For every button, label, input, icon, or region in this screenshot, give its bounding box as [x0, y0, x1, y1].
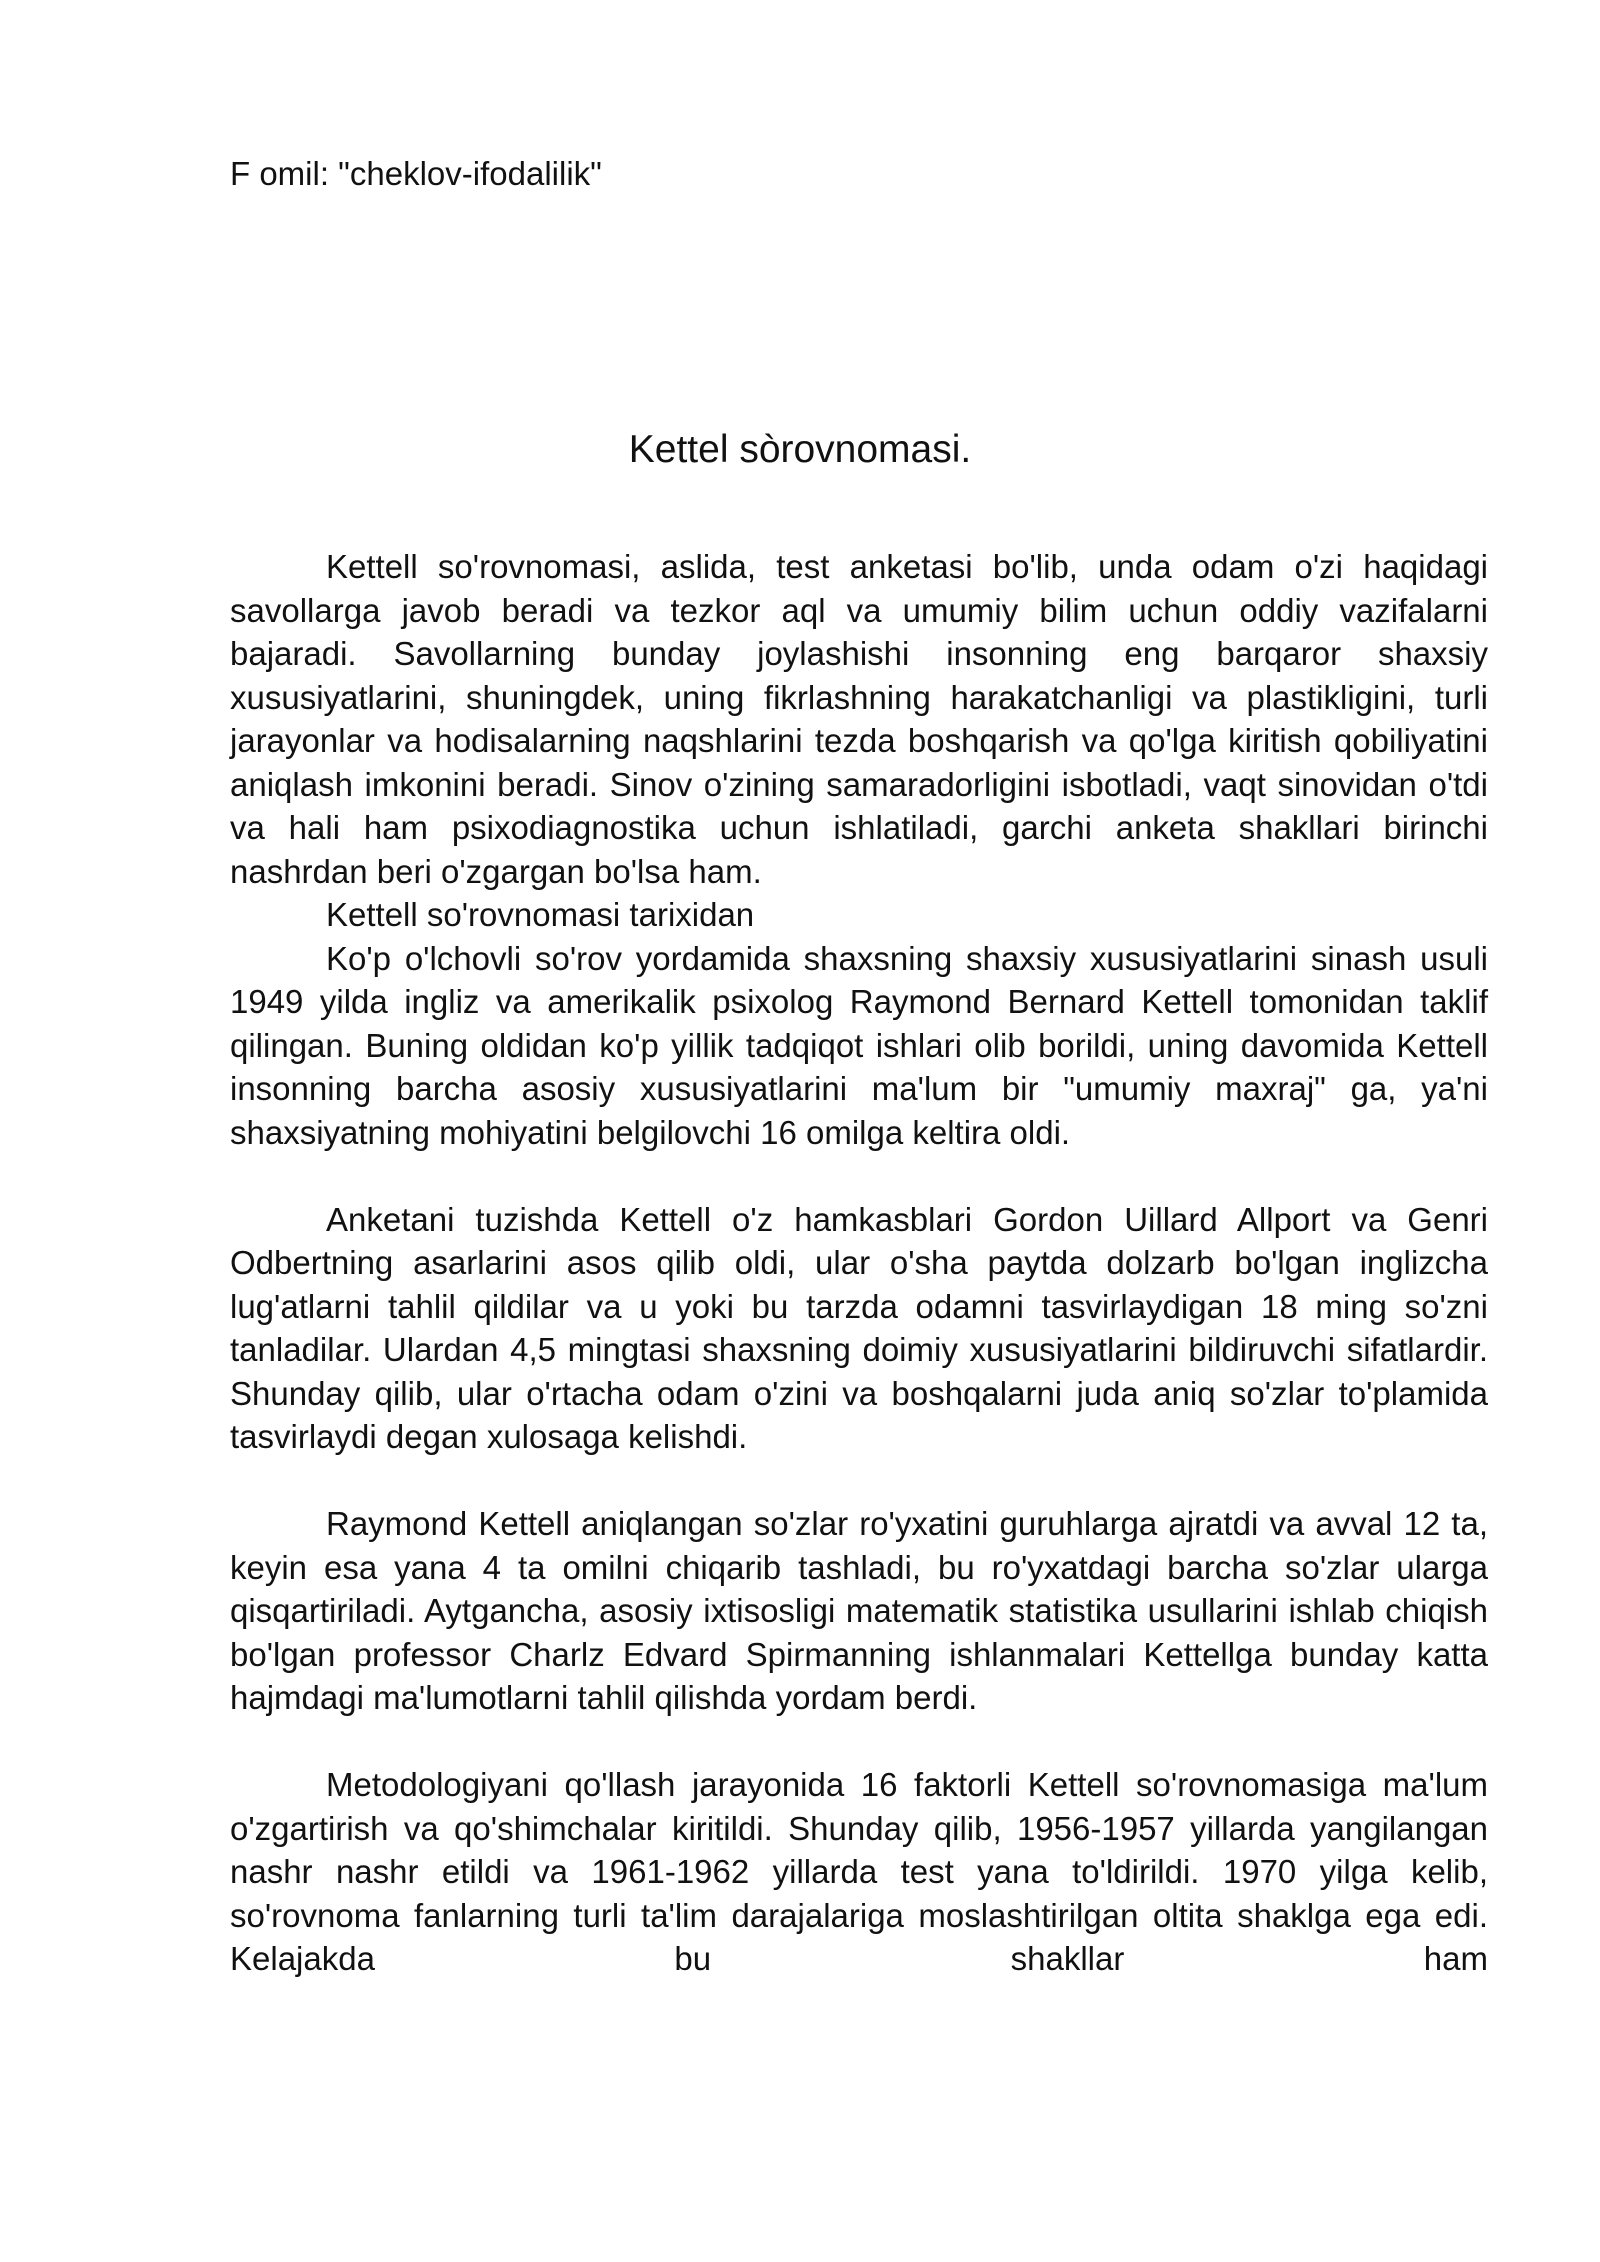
paragraph-gap	[230, 1720, 1488, 1764]
document-title: Kettel sòrovnomasi.	[628, 428, 972, 471]
paragraph-gap	[230, 1154, 1488, 1198]
paragraph-factors: Raymond Kettell aniqlangan so'zlar ro'yxatini guruhlarga ajratdi va avval 12 ta, keyin esa yana 4 ta omilni chiqarib tashladi, bu ro'yxatdagi barcha so'zlar ularga qisqartiriladi. Aytgancha, asosiy ixtisosligi matematik statistika usullarini ishlab chiqish bo'lgan professor Charlz Edvard Spirmanning ishlanmalari Kettellga bunday katta hajmdagi ma'lumotlarni tahlil qilishda yordam berdi.	[230, 1505, 1488, 1716]
document-body	[230, 545, 1488, 1981]
paragraph-methodology: Metodologiyani qo'llash jarayonida 16 faktorli Kettell so'rovnomasiga ma'lum o'zgartirish va qo'shimchalar kiritildi. Shunday qilib, 1956-1957 yillarda yangilangan nashr nashr etildi va 1961-1962 yillarda test yana to'ldirildi. 1970 yilga kelib, so'rovnoma fanlarning turli ta'lim darajalariga moslashtirilgan oltita shaklga ega edi. Kelajakda bu shakllar ham	[230, 1766, 1488, 1977]
paragraph-gap	[230, 1459, 1488, 1503]
factor-heading: F omil: "cheklov-ifodalilik"	[230, 155, 602, 192]
paragraph-history: Ko'p o'lchovli so'rov yordamida shaxsning shaxsiy xususiyatlarini sinash usuli 1949 yilda ingliz va amerikalik psixolog Raymond Bernard Kettell tomonidan taklif qilingan. Buning oldidan ko'p yillik tadqiqot ishlari olib borildi, uning davomida Kettell insonning barcha asosiy xususiyatlarini ma'lum bir "umumiy maxraj" ga, ya'ni shaxsiyatning mohiyatini belgilovchi 16 omilga keltira oldi.	[230, 939, 1488, 1151]
paragraph-questionnaire-origin: Anketani tuzishda Kettell o'z hamkasblari Gordon Uillard Allport va Genri Odbertning asarlarini asos qilib oldi, ular o'sha paytda dolzarb bo'lgan inglizcha lug'atlarni tahlil qildilar va u yoki bu tarzda odamni tasvirlaydigan 18 ming so'zni tanladilar. Ulardan 4,5 mingtasi shaxsning doimiy xususiyatlarini bildiruvchi sifatlardir. Shunday qilib, ular o'rtacha odam o'zini va boshqalarni juda aniq so'zlar to'plamida tasvirlaydi degan xulosaga kelishdi.	[230, 1200, 1488, 1455]
paragraph-intro: Kettell so'rovnomasi, aslida, test anketasi bo'lib, unda odam o'zi haqidagi savollarga javob beradi va tezkor aql va umumiy bilim uchun oddiy vazifalarni bajaradi. Savollarning bunday joylashishi insonning eng barqaror shaxsiy xususiyatlarini, shuningdek, uning fikrlashning harakatchanligi va plastikligini, turli jarayonlar va hodisalarning naqshlarini tezda boshqarish va qo'lga kiritish qobiliyatini aniqlash imkonini beradi. Sinov o'zining samaradorligini isbotladi, vaqt sinovidan o'tdi va hali ham psixodiagnostika uchun ishlatiladi, garchi anketa shakllari birinchi nashrdan beri o'zgargan bo'lsa ham.	[230, 548, 1488, 890]
section-subheading: Kettell so'rovnomasi tarixidan	[326, 896, 755, 933]
